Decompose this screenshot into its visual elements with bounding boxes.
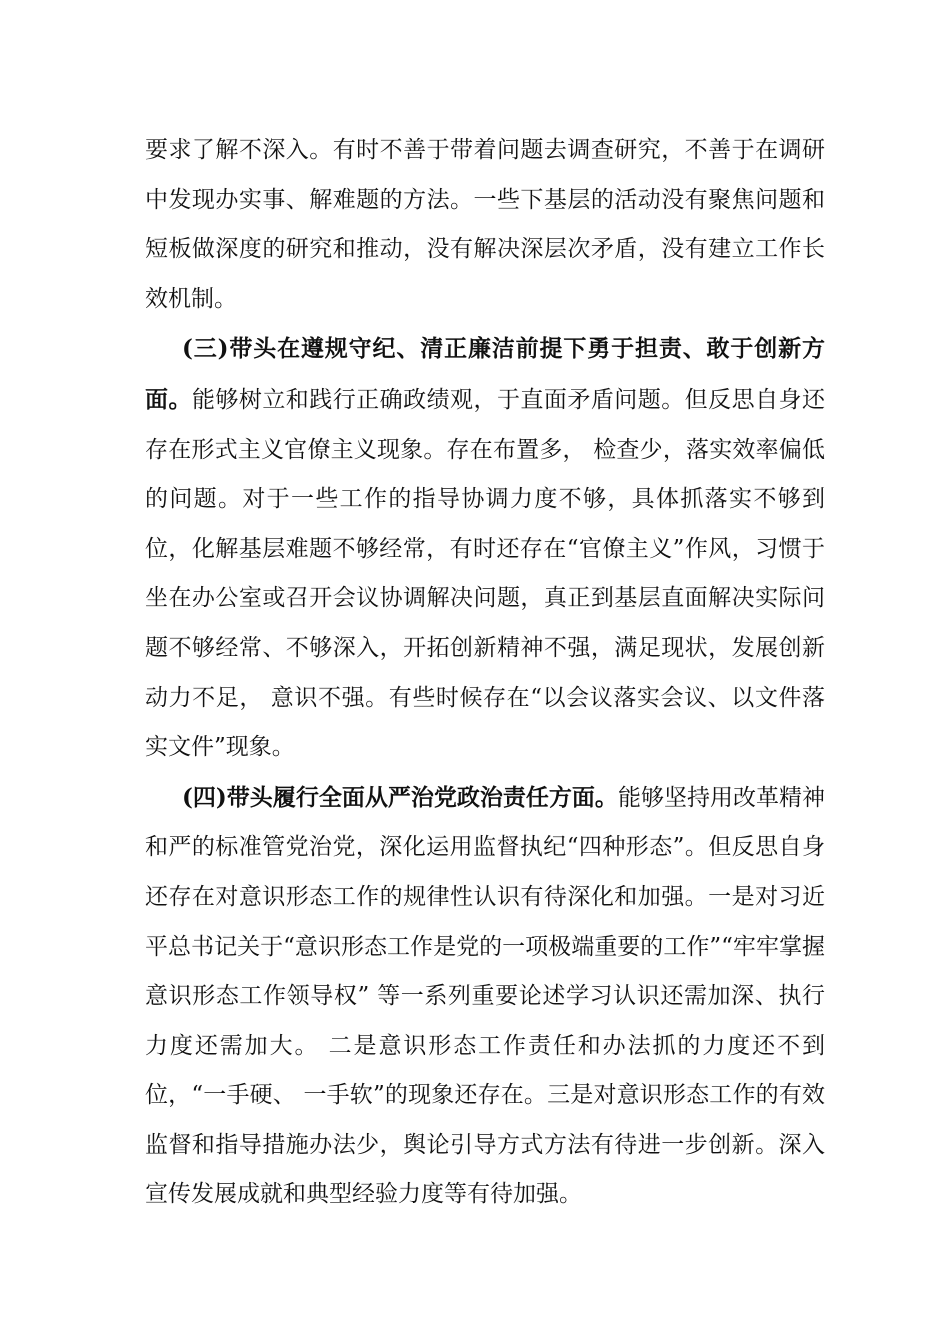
section-heading-three: (三)带头在遵规守纪、清正廉洁前提下勇于担责、敢于创新方面。 <box>145 335 825 413</box>
paragraph-body: 能够树立和践行正确政绩观，于直面矛盾问题。但反思自身还存在形式主义官僚主义现象。存在布置多， 检查少，落实效率偏低的问题。对于一些工作的指导协调力度不够，具体抓落实不够到位，化解基层难题不够经常，有时还存在“官僚主义”作风，习惯于坐在办公室或召开会议协调解决问题，真正到基层直面解决实际问题不够经常、不够深入，开拓创新精神不强，满足现状，发展创新动力不足， 意识不强。有些时候存在“以会议落实会议、以文件落实文件”现象。 <box>145 386 826 761</box>
section-heading-four: (四)带头履行全面从严治党政治责任方面。 <box>182 783 618 811</box>
paragraph-section-three <box>145 324 825 772</box>
document-page <box>145 126 825 1220</box>
paragraph-body: 能够坚持用改革精神和严的标准管党治党，深化运用监督执纪“四种形态”。但反思自身还存在对意识形态工作的规律性认识有待深化和加强。一是对习近平总书记关于“意识形态工作是党的一项极端重要的工作”“牢牢掌握意识形态工作领导权” 等一系列重要论述学习认识还需加深、执行力度还需加大。 二是意识形态工作责任和办法抓的力度还不到位，“一手硬、 一手软”的现象还存在。三是对意识形态工作的有效监督和指导措施办法少，舆论引导方式方法有待进一步创新。深入宣传发展成就和典型经验力度等有待加强。 <box>145 784 826 1208</box>
paragraph-section-four <box>145 773 825 1220</box>
paragraph-continuation <box>145 126 825 324</box>
paragraph-body: 要求了解不深入。有时不善于带着问题去调查研究，不善于在调研中发现办实事、解难题的方法。一些下基层的活动没有聚焦问题和短板做深度的研究和推动，没有解决深层次矛盾，没有建立工作长效机制。 <box>145 137 825 312</box>
